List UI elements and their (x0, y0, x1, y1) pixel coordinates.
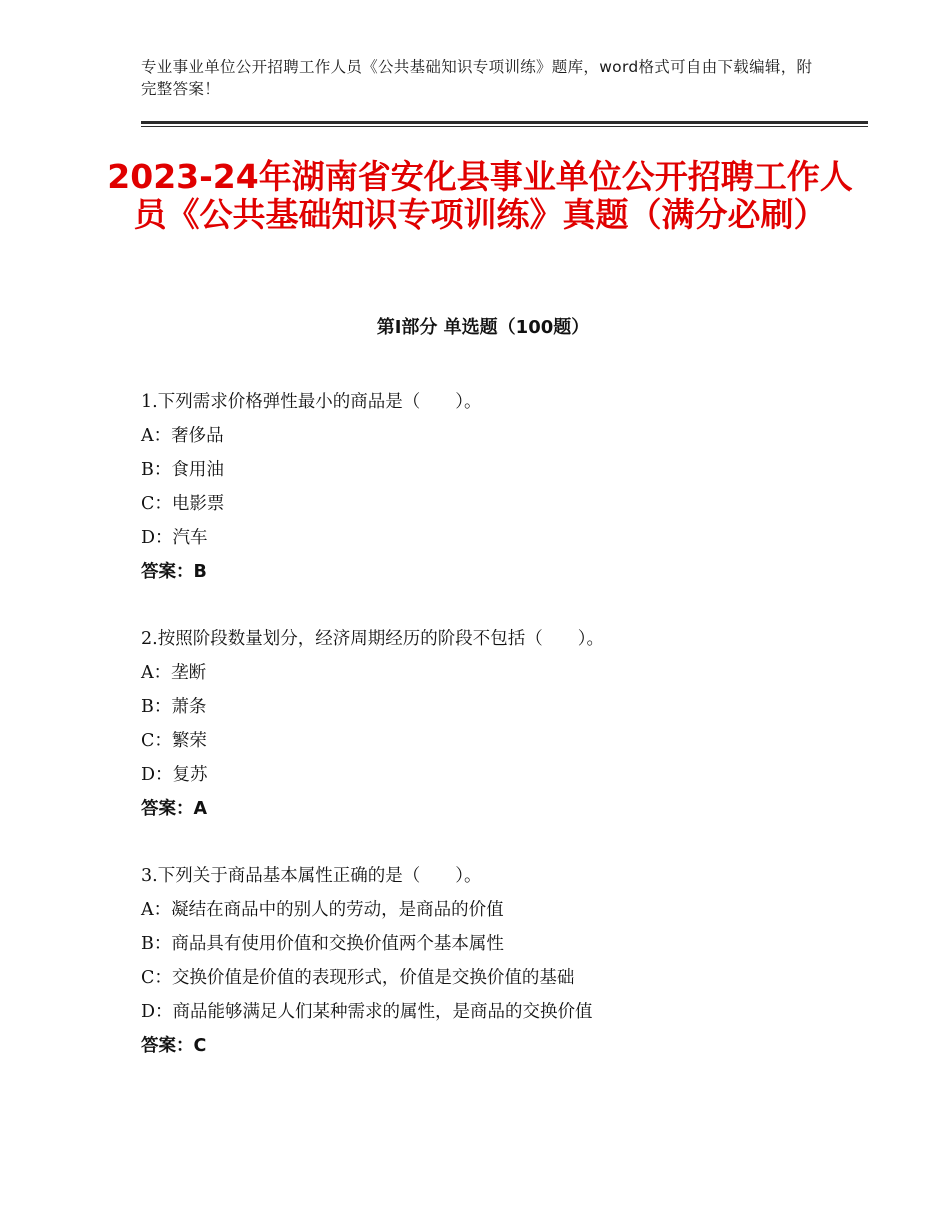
answer-line: 答案：C (141, 1036, 207, 1056)
question-stem: 2.按照阶段数量划分，经济周期经历的阶段不包括（ ）。 (141, 629, 604, 649)
option-a: A：垄断 (141, 663, 207, 683)
option-c: C：电影票 (141, 494, 225, 514)
option-d: D：商品能够满足人们某种需求的属性，是商品的交换价值 (141, 1002, 593, 1022)
question-3 (141, 859, 841, 1063)
option-a: A：凝结在商品中的别人的劳动，是商品的价值 (141, 900, 504, 920)
question-stem: 1.下列需求价格弹性最小的商品是（ ）。 (141, 392, 482, 412)
option-c: C：繁荣 (141, 731, 207, 751)
answer-line: 答案：A (141, 799, 208, 819)
header-note: 专业事业单位公开招聘工作人员《公共基础知识专项训练》题库，word格式可自由下载编辑，附完整答案！ (141, 58, 813, 98)
answer-line: 答案：B (141, 562, 207, 582)
option-d: D：复苏 (141, 765, 208, 785)
section-title: 第Ⅰ部分 单选题（100题） (376, 317, 590, 338)
header-divider-thick (141, 121, 868, 124)
option-b: B：萧条 (141, 697, 207, 717)
header-divider-thin (141, 126, 868, 127)
question-list (141, 385, 841, 1096)
option-a: A：奢侈品 (141, 426, 224, 446)
question-stem: 3.下列关于商品基本属性正确的是（ ）。 (141, 866, 482, 886)
question-1 (141, 385, 841, 589)
option-d: D：汽车 (141, 528, 208, 548)
option-b: B：商品具有使用价值和交换价值两个基本属性 (141, 934, 504, 954)
question-2 (141, 622, 841, 826)
option-b: B：食用油 (141, 460, 224, 480)
option-c: C：交换价值是价值的表现形式，价值是交换价值的基础 (141, 968, 575, 988)
document-title: 2023-24年湖南省安化县事业单位公开招聘工作人员《公共基础知识专项训练》真题（满分必刷） (107, 157, 853, 234)
